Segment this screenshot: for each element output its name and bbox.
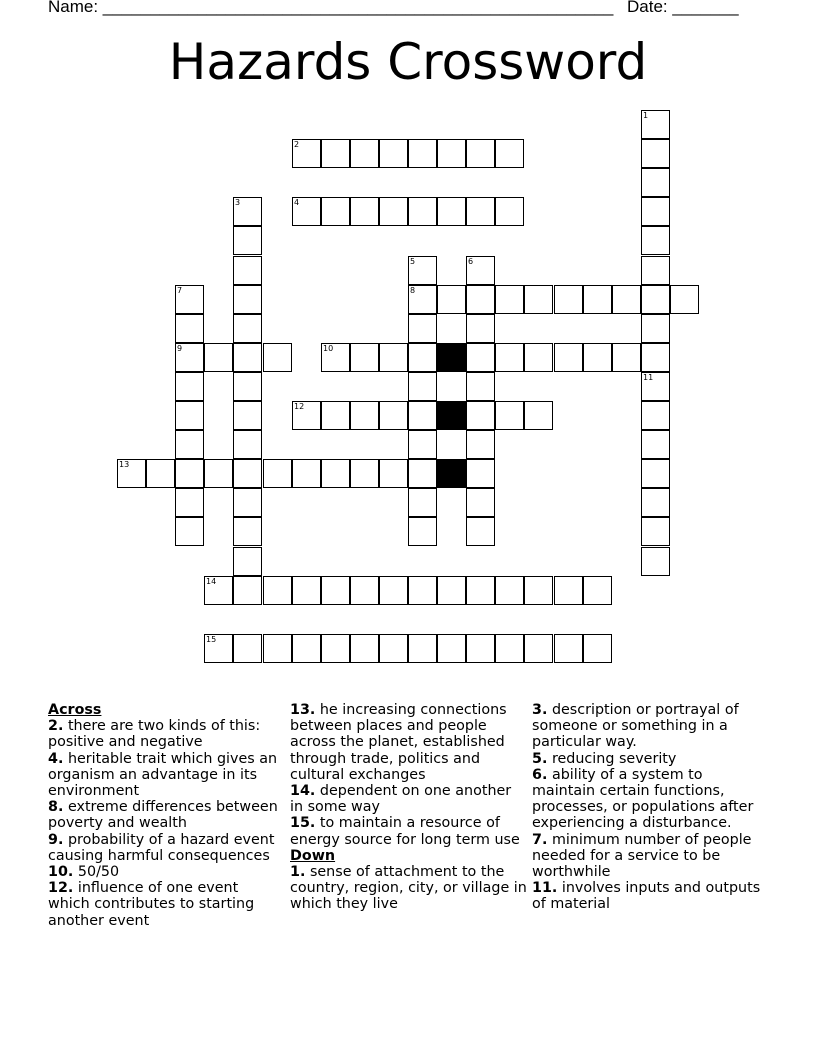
grid-cell[interactable]: [233, 634, 262, 663]
grid-cell[interactable]: [175, 372, 204, 401]
grid-cell[interactable]: [641, 168, 670, 197]
grid-cell[interactable]: [379, 197, 408, 226]
clue-across-4: 4. heritable trait which gives an organism an advantage in its environment: [48, 750, 278, 800]
grid-cell[interactable]: [641, 256, 670, 285]
grid-cell[interactable]: [437, 576, 466, 605]
grid-cell[interactable]: [524, 285, 553, 314]
clue-across-13: 13. he increasing connections between places and people across the planet, established through trade, politics and cultural exchanges: [290, 702, 507, 783]
clue-number: 3: [235, 198, 241, 207]
black-cell: [437, 401, 466, 430]
clue-down-7: 7. minimum number of people needed for a service to be worthwhile: [532, 831, 752, 881]
grid-cell[interactable]: [554, 634, 583, 663]
grid-cell[interactable]: [292, 459, 321, 488]
clue-across-14: 14. dependent on one another in some way: [290, 783, 512, 816]
grid-cell[interactable]: [437, 197, 466, 226]
grid-cell[interactable]: [466, 634, 495, 663]
grid-cell[interactable]: [408, 372, 437, 401]
grid-cell[interactable]: [175, 314, 204, 343]
grid-cell[interactable]: [233, 430, 262, 459]
grid-cell[interactable]: [641, 517, 670, 546]
grid-cell[interactable]: [408, 430, 437, 459]
grid-cell[interactable]: [466, 576, 495, 605]
grid-cell[interactable]: [466, 459, 495, 488]
clue-number: 11: [643, 373, 654, 382]
grid-cell[interactable]: [233, 488, 262, 517]
grid-cell[interactable]: [495, 285, 524, 314]
grid-cell[interactable]: [641, 430, 670, 459]
grid-cell[interactable]: [350, 401, 379, 430]
grid-cell[interactable]: [321, 401, 350, 430]
grid-cell[interactable]: [641, 285, 670, 314]
clue-across-8: 8. extreme differences between poverty and wealth: [48, 799, 278, 832]
grid-cell[interactable]: [321, 139, 350, 168]
grid-cell[interactable]: [437, 634, 466, 663]
grid-cell[interactable]: [204, 343, 233, 372]
down-heading: Down: [290, 847, 336, 864]
grid-cell[interactable]: [408, 285, 437, 314]
grid-cell[interactable]: [466, 256, 495, 285]
grid-cell[interactable]: [379, 401, 408, 430]
grid-cell[interactable]: [583, 285, 612, 314]
grid-cell[interactable]: [263, 343, 292, 372]
grid-cell[interactable]: [524, 343, 553, 372]
clue-number: 12: [294, 402, 305, 411]
grid-cell[interactable]: [233, 226, 262, 255]
grid-cell[interactable]: [233, 401, 262, 430]
grid-cell[interactable]: [408, 488, 437, 517]
clue-across-10: 10. 50/50: [48, 864, 120, 881]
clue-across-2: 2. there are two kinds of this: positive and negative: [48, 718, 261, 751]
grid-cell[interactable]: [175, 401, 204, 430]
clue-number: 5: [410, 257, 416, 266]
grid-cell[interactable]: [233, 343, 262, 372]
grid-cell[interactable]: [233, 517, 262, 546]
grid-cell[interactable]: [583, 576, 612, 605]
clue-number: 14: [206, 577, 217, 586]
grid-cell[interactable]: [524, 401, 553, 430]
page-title: Hazards Crossword: [168, 33, 648, 91]
grid-cell[interactable]: [233, 197, 262, 226]
grid-cell[interactable]: [350, 139, 379, 168]
grid-cell[interactable]: [641, 314, 670, 343]
grid-cell[interactable]: [466, 430, 495, 459]
name-field-label: Name: ______________________________________________________: [48, 0, 614, 16]
clue-across-9: 9. probability of a hazard event causing harmful consequences: [48, 831, 275, 864]
grid-cell[interactable]: [321, 634, 350, 663]
grid-cell[interactable]: [117, 459, 146, 488]
grid-cell[interactable]: [670, 285, 699, 314]
grid-cell[interactable]: [495, 197, 524, 226]
grid-cell[interactable]: [292, 634, 321, 663]
grid-cell[interactable]: [466, 488, 495, 517]
grid-cell[interactable]: [641, 343, 670, 372]
grid-cell[interactable]: [554, 285, 583, 314]
grid-cell[interactable]: [466, 372, 495, 401]
grid-cell[interactable]: [641, 197, 670, 226]
grid-cell[interactable]: [204, 634, 233, 663]
grid-cell[interactable]: [233, 547, 262, 576]
clue-number: 2: [294, 140, 300, 149]
clue-number: 15: [206, 635, 217, 644]
grid-cell[interactable]: [379, 139, 408, 168]
black-cell: [437, 343, 466, 372]
grid-cell[interactable]: [466, 517, 495, 546]
grid-cell[interactable]: [466, 343, 495, 372]
grid-cell[interactable]: [495, 576, 524, 605]
clue-column-1: [48, 702, 284, 929]
across-heading: Across: [48, 702, 102, 718]
grid-cell[interactable]: [321, 343, 350, 372]
grid-cell[interactable]: [350, 343, 379, 372]
clue-down-5: 5. reducing severity: [532, 750, 677, 767]
grid-cell[interactable]: [466, 197, 495, 226]
grid-cell[interactable]: [233, 285, 262, 314]
grid-cell[interactable]: [350, 459, 379, 488]
grid-cell[interactable]: [408, 459, 437, 488]
grid-cell[interactable]: [612, 343, 641, 372]
grid-cell[interactable]: [583, 343, 612, 372]
clue-number: 9: [177, 344, 183, 353]
grid-cell[interactable]: [408, 576, 437, 605]
grid-cell[interactable]: [466, 401, 495, 430]
clue-down-1: 1. sense of attachment to the country, region, city, or village in which they live: [290, 864, 527, 913]
grid-cell[interactable]: [175, 430, 204, 459]
clue-down-3: 3. description or portrayal of someone or something in a particular way.: [532, 702, 739, 751]
grid-cell[interactable]: [641, 226, 670, 255]
grid-cell[interactable]: [641, 110, 670, 139]
grid-cell[interactable]: [292, 576, 321, 605]
clue-column-3: [532, 702, 768, 913]
grid-cell[interactable]: [204, 459, 233, 488]
grid-cell[interactable]: [554, 343, 583, 372]
grid-cell[interactable]: [233, 576, 262, 605]
grid-cell[interactable]: [233, 372, 262, 401]
grid-cell[interactable]: [292, 197, 321, 226]
clue-column-2: [290, 702, 528, 913]
grid-cell[interactable]: [408, 139, 437, 168]
grid-cell[interactable]: [641, 547, 670, 576]
grid-cell[interactable]: [495, 634, 524, 663]
grid-cell[interactable]: [408, 314, 437, 343]
grid-cell[interactable]: [379, 459, 408, 488]
grid-cell[interactable]: [263, 634, 292, 663]
clue-number: 10: [323, 344, 334, 353]
grid-cell[interactable]: [292, 139, 321, 168]
grid-cell[interactable]: [175, 517, 204, 546]
grid-cell[interactable]: [233, 459, 262, 488]
grid-cell[interactable]: [466, 314, 495, 343]
clue-across-15: 15. to maintain a resource of energy source for long term use: [290, 815, 520, 848]
grid-cell[interactable]: [292, 401, 321, 430]
clue-across-12: 12. influence of one event which contributes to starting another event: [48, 880, 255, 929]
clue-number: 6: [468, 257, 474, 266]
grid-cell[interactable]: [350, 197, 379, 226]
grid-cell[interactable]: [175, 343, 204, 372]
grid-cell[interactable]: [204, 576, 233, 605]
clue-down-11: 11. involves inputs and outputs of material: [532, 880, 761, 913]
grid-cell[interactable]: [379, 343, 408, 372]
grid-cell[interactable]: [321, 197, 350, 226]
grid-cell[interactable]: [263, 576, 292, 605]
grid-cell[interactable]: [146, 459, 175, 488]
grid-cell[interactable]: [408, 197, 437, 226]
grid-cell[interactable]: [641, 459, 670, 488]
grid-cell[interactable]: [321, 459, 350, 488]
clue-down-6: 6. ability of a system to maintain certain functions, processes, or populations after experiencing a disturbance.: [532, 766, 754, 832]
grid-cell[interactable]: [379, 576, 408, 605]
grid-cell[interactable]: [350, 576, 379, 605]
grid-cell[interactable]: [437, 139, 466, 168]
grid-cell[interactable]: [583, 634, 612, 663]
grid-cell[interactable]: [175, 285, 204, 314]
grid-cell[interactable]: [495, 401, 524, 430]
grid-cell[interactable]: [379, 634, 408, 663]
clue-number: 8: [410, 286, 416, 295]
grid-cell[interactable]: [408, 634, 437, 663]
grid-cell[interactable]: [175, 459, 204, 488]
grid-cell[interactable]: [350, 634, 379, 663]
clue-number: 7: [177, 286, 183, 295]
black-cell: [437, 459, 466, 488]
grid-cell[interactable]: [408, 256, 437, 285]
grid-cell[interactable]: [495, 343, 524, 372]
grid-cell[interactable]: [524, 576, 553, 605]
grid-cell[interactable]: [408, 343, 437, 372]
grid-cell[interactable]: [321, 576, 350, 605]
grid-cell[interactable]: [612, 285, 641, 314]
date-field-label: Date: _______: [627, 0, 739, 16]
grid-cell[interactable]: [466, 285, 495, 314]
grid-cell[interactable]: [233, 314, 262, 343]
clue-number: 13: [119, 460, 130, 469]
grid-cell[interactable]: [263, 459, 292, 488]
grid-cell[interactable]: [233, 256, 262, 285]
grid-cell[interactable]: [175, 488, 204, 517]
grid-cell[interactable]: [495, 139, 524, 168]
grid-cell[interactable]: [641, 372, 670, 401]
grid-cell[interactable]: [641, 139, 670, 168]
clue-number: 4: [294, 198, 300, 207]
grid-cell[interactable]: [554, 576, 583, 605]
grid-cell[interactable]: [641, 401, 670, 430]
grid-cell[interactable]: [408, 401, 437, 430]
clue-number: 1: [643, 111, 649, 120]
grid-cell[interactable]: [466, 139, 495, 168]
grid-cell[interactable]: [524, 634, 553, 663]
grid-cell[interactable]: [408, 517, 437, 546]
grid-cell[interactable]: [641, 488, 670, 517]
grid-cell[interactable]: [437, 285, 466, 314]
